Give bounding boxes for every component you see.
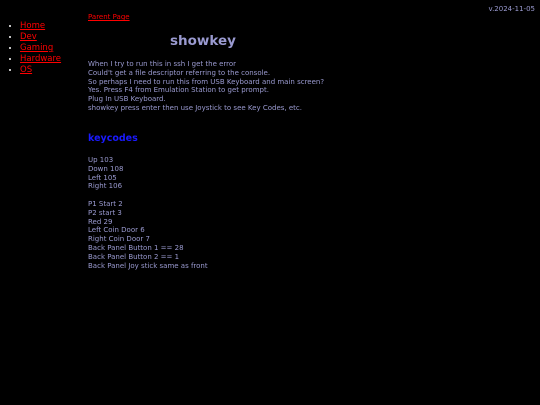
keycode-line: Left 105 [88,173,117,182]
parent-page-link[interactable]: Parent Page [88,13,130,21]
nav-link-gaming[interactable]: Gaming [20,43,54,53]
intro-line: So perhaps I need to run this from USB Keyboard and main screen? [88,77,325,86]
page-title: showkey [170,33,236,49]
keycodes-list [88,156,208,270]
keycode-line: Red 29 [88,217,113,226]
keycode-line: Down 108 [88,164,124,173]
intro-line: Plug In USB Keyboard. [88,95,166,104]
nav-item-hardware [20,54,61,65]
keycode-line: Back Panel Joy stick same as front [88,261,208,270]
spacer [88,191,208,200]
keycode-line: Left Coin Door 6 [88,226,145,235]
nav-item-home [20,21,61,32]
nav-link-dev[interactable]: Dev [20,32,37,42]
intro-line: When I try to run this in ssh I get the error [88,60,237,68]
intro-line: Could't get a file descriptor referring to the console. [88,68,271,77]
keycode-line: Back Panel Button 1 == 28 [88,243,184,252]
keycodes-heading: keycodes [88,133,138,144]
nav-item-dev [20,32,61,43]
intro-line: Yes. Press F4 from Emulation Station to get prompt. [88,86,269,95]
nav-item-os [20,65,61,76]
keycode-line: P2 start 3 [88,208,122,217]
nav-menu [8,21,61,76]
intro-line: showkey press enter then use Joystick to see Key Codes, etc. [88,103,302,112]
keycode-line: Right 106 [88,182,123,191]
nav-link-hardware[interactable]: Hardware [20,54,62,64]
nav-link-os[interactable]: OS [20,65,33,75]
keycode-line: Back Panel Button 2 == 1 [88,252,180,261]
intro-text [88,60,324,113]
version-label: v.2024-11-05 [488,5,535,13]
nav-item-gaming [20,43,61,54]
keycode-line: Right Coin Door 7 [88,235,150,244]
keycode-line: P1 Start 2 [88,199,123,208]
keycode-line: Up 103 [88,156,114,164]
nav-link-home[interactable]: Home [20,21,46,31]
